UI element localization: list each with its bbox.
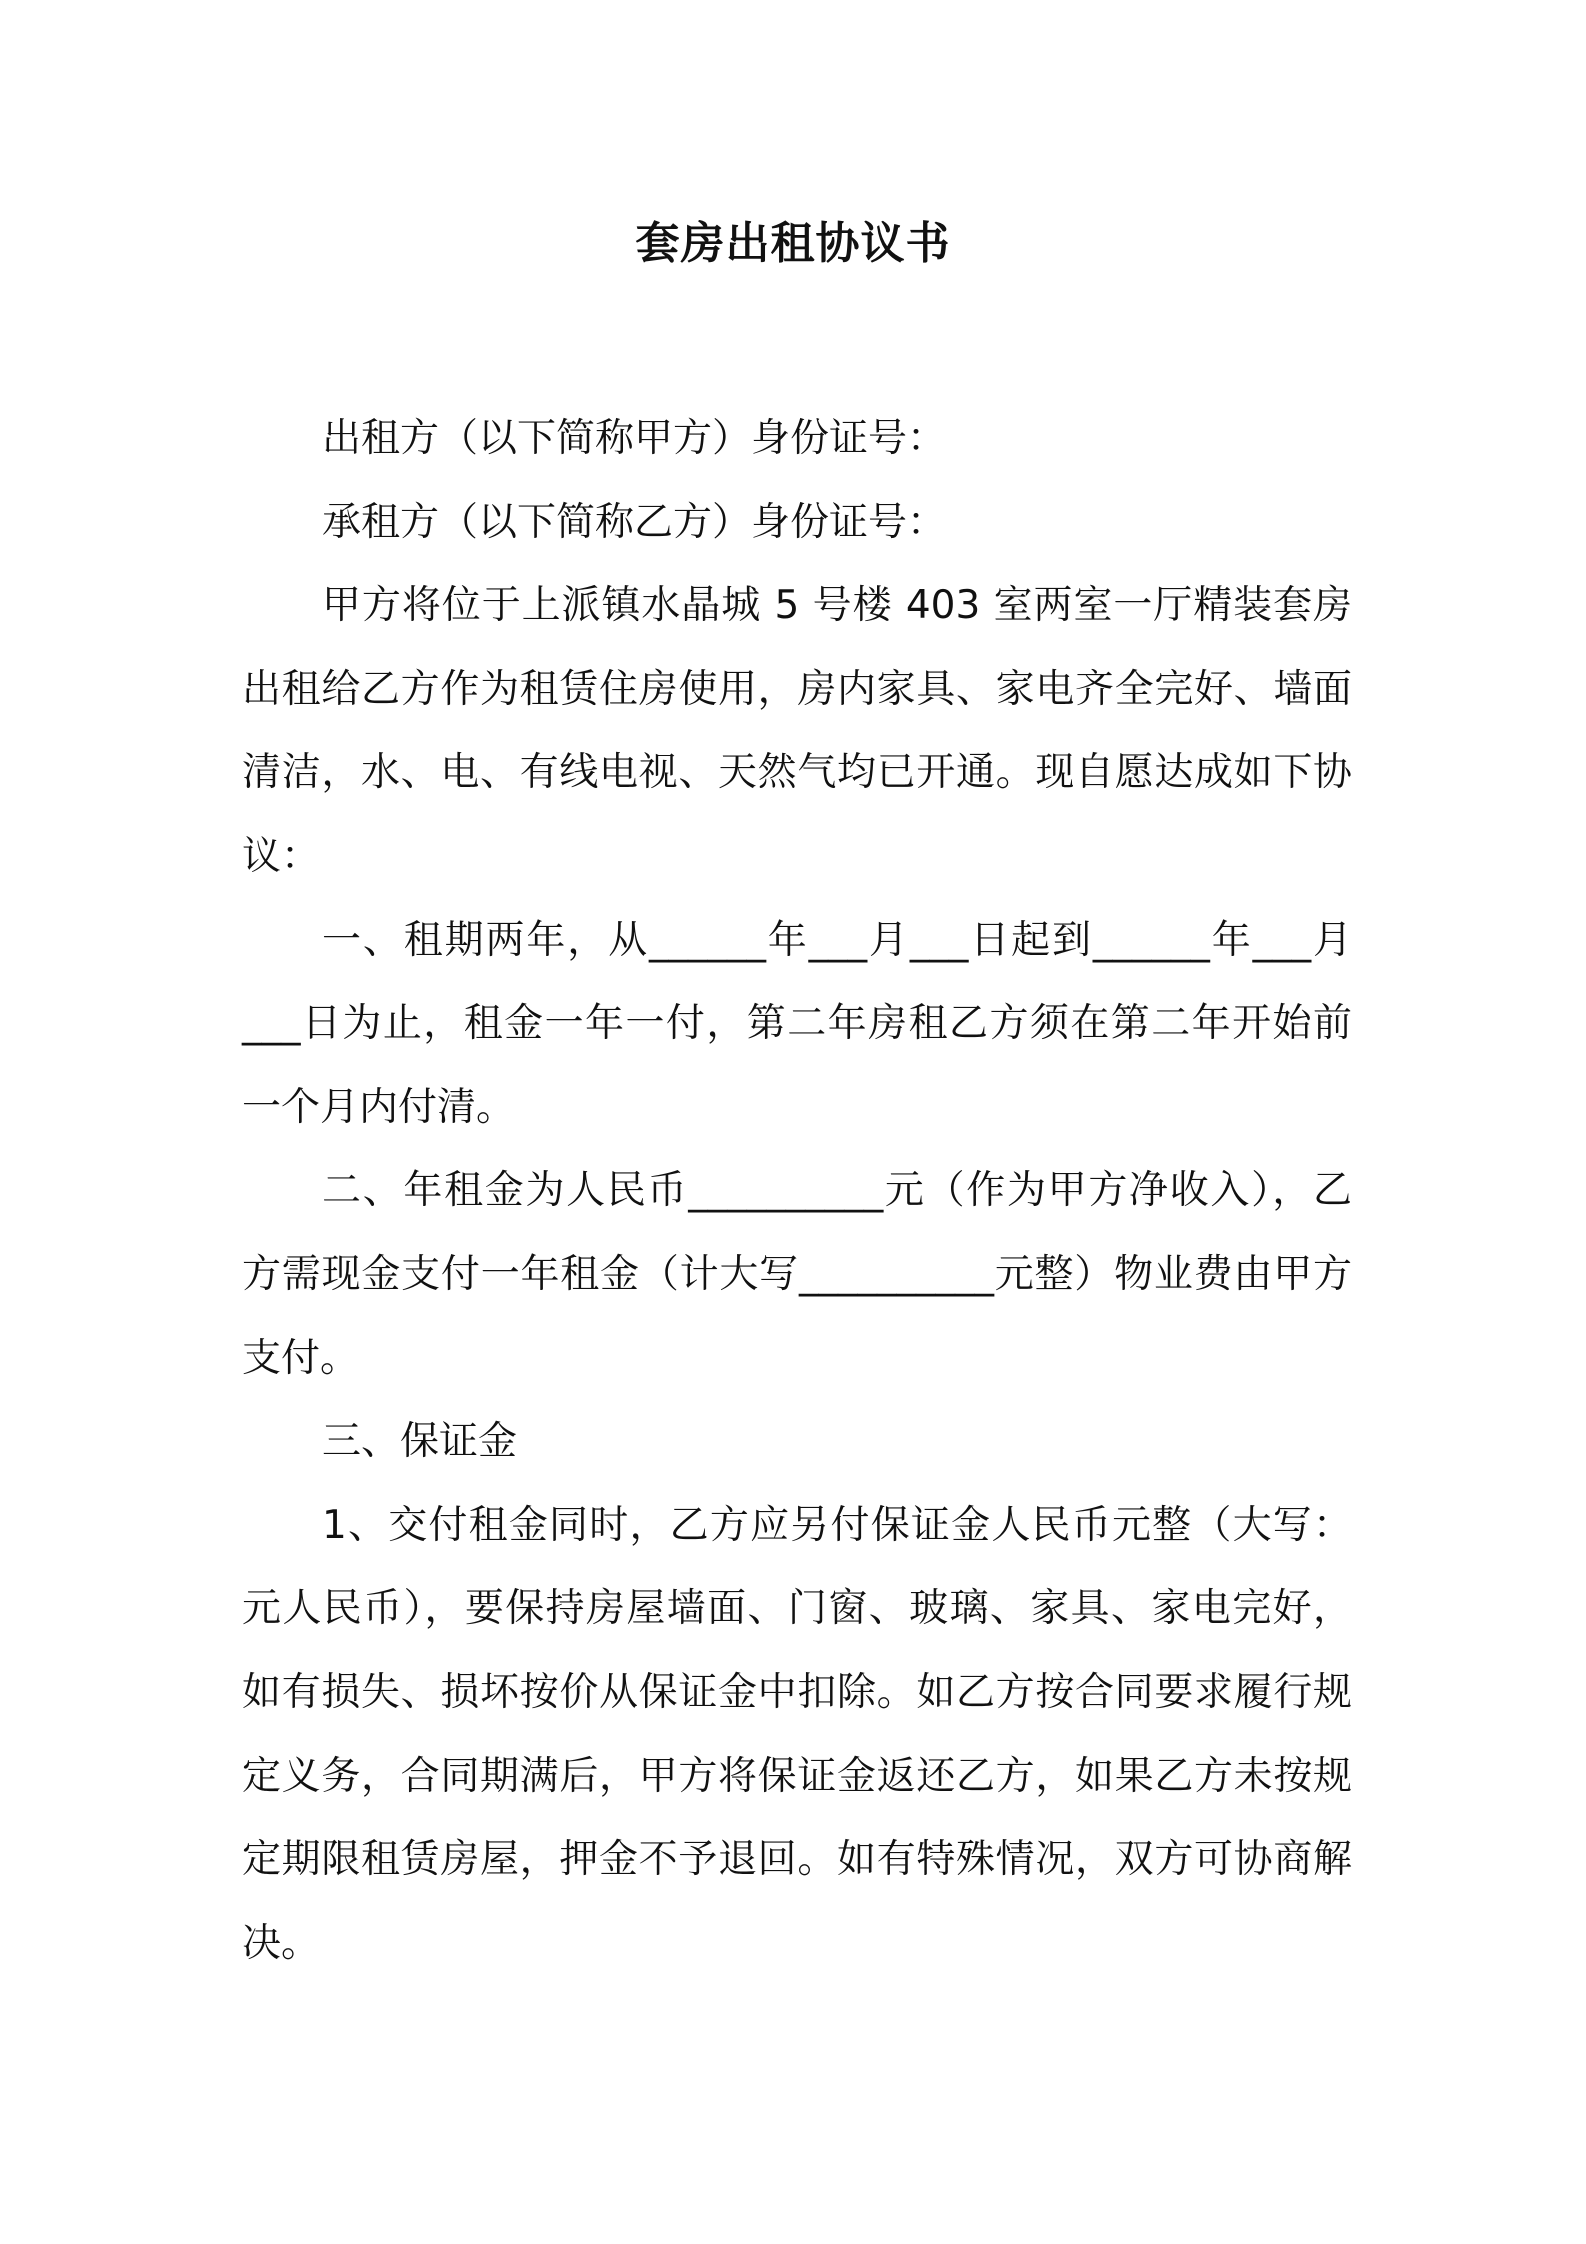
paragraph-clause-3-1-deposit: 1、交付租金同时，乙方应另付保证金人民币元整（大写：元人民币），要保持房屋墙面、门窗、玻璃、家具、家电完好，如有损失、损坏按价从保证金中扣除。如乙方按合同要求履行规定义务，合同期满后，甲方将保证金返还乙方，如果乙方未按规定期限租赁房屋，押金不予退回。如有特殊情况，双方可协商解决。 bbox=[242, 1502, 1352, 1966]
paragraph-lessee-id: 承租方（以下简称乙方）身份证号： bbox=[322, 499, 947, 545]
paragraph-property-description: 甲方将位于上派镇水晶城 5 号楼 403 室两室一厅精装套房出租给乙方作为租赁住房使用，房内家具、家电齐全完好、墙面清洁，水、电、有线电视、天然气均已开通。现自愿达成如下协议： bbox=[242, 583, 1352, 879]
paragraph-lessor-id: 出租方（以下简称甲方）身份证号： bbox=[322, 416, 947, 461]
document-title: 套房出租协议书 bbox=[635, 218, 951, 269]
paragraph-clause-2-rent: 二、年租金为人民币__________元（作为甲方净收入），乙方需现金支付一年租金（计大写__________元整）物业费由甲方支付。 bbox=[242, 1168, 1352, 1381]
paragraph-clause-1-lease-term: 一、租期两年，从______年___月___日起到______年___月___日为止，租金一年一付，第二年房租乙方须在第二年开始前一个月内付清。 bbox=[242, 917, 1352, 1130]
paragraph-clause-3-heading: 三、保证金 bbox=[322, 1419, 518, 1465]
document-body bbox=[242, 397, 1352, 1985]
